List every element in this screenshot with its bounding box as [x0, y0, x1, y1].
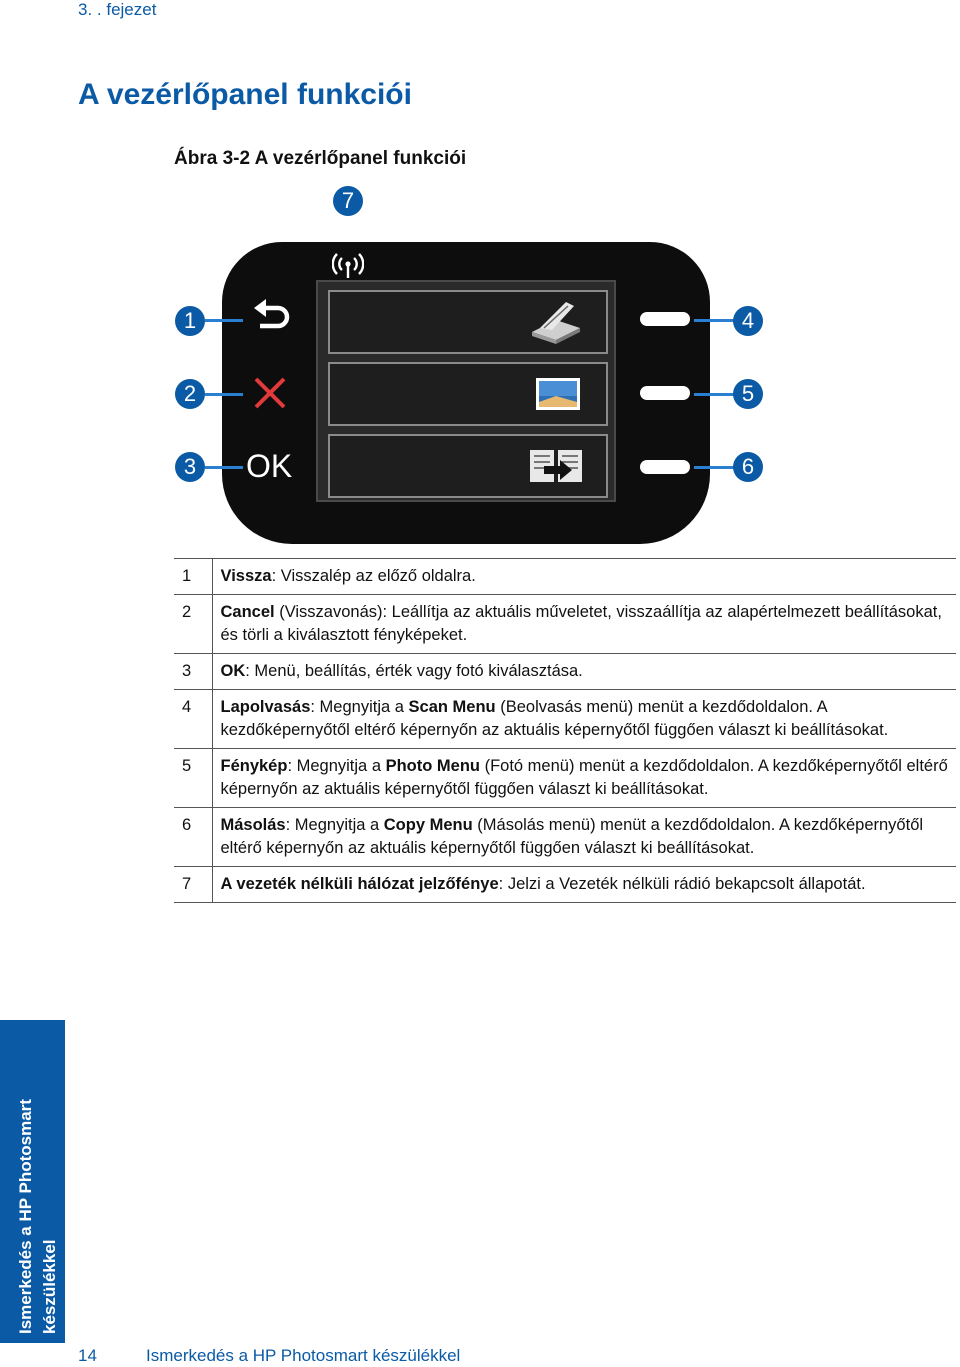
row-number: 3 — [174, 654, 212, 690]
table-row — [174, 559, 956, 595]
callout-6: 6 — [733, 452, 763, 482]
photo-menu-row[interactable] — [328, 362, 608, 426]
row-text: Fénykép: Megnyitja a Photo Menu (Fotó menü) menüt a kezdődoldalon. A kezdőképernyőtől eltérő képernyőn az aktuális képernyőtől függően választ ki beállításokat. — [212, 749, 956, 808]
photo-icon — [526, 370, 586, 418]
table-row — [174, 654, 956, 690]
control-panel-figure — [0, 180, 960, 550]
row-text: Cancel (Visszavonás): Leállítja az aktuális műveletet, visszaállítja az alapértelmezett beállításokat, és törli a kiválasztott fényképeket. — [212, 595, 956, 654]
display-screen — [316, 280, 616, 502]
page-number: 14 — [78, 1346, 97, 1365]
callout-6-leader — [694, 466, 734, 469]
side-tab — [0, 1020, 65, 1343]
scan-select-button[interactable] — [640, 312, 690, 326]
callout-1: 1 — [175, 306, 205, 336]
description-table — [174, 558, 956, 903]
copy-icon — [526, 442, 586, 490]
callout-1-leader — [205, 319, 243, 322]
row-text: Lapolvasás: Megnyitja a Scan Menu (Beolvasás menü) menüt a kezdődoldalon. A kezdőképernyőtől eltérő képernyőn az aktuális képernyőtől függően választ ki beállításokat. — [212, 690, 956, 749]
row-text: Vissza: Visszalép az előző oldalra. — [212, 559, 956, 595]
row-text: OK: Menü, beállítás, érték vagy fotó kiválasztása. — [212, 654, 956, 690]
scanner-icon — [526, 298, 586, 346]
side-tab-line-1: Ismerkedés a HP Photosmart — [16, 1099, 35, 1334]
back-arrow-icon[interactable] — [252, 298, 292, 334]
copy-menu-row[interactable] — [328, 434, 608, 498]
side-tab-text — [14, 1084, 64, 1334]
callout-5-leader — [694, 393, 734, 396]
figure-caption: Ábra 3-2 A vezérlőpanel funkciói — [174, 148, 467, 169]
side-tab-line-2: készülékkel — [40, 1239, 59, 1334]
callout-3: 3 — [175, 452, 205, 482]
row-number: 5 — [174, 749, 212, 808]
callout-2-leader — [205, 393, 243, 396]
callout-5: 5 — [733, 379, 763, 409]
callout-2: 2 — [175, 379, 205, 409]
callout-4-leader — [694, 319, 734, 322]
page-title: A vezérlőpanel funkciói — [78, 78, 412, 111]
table-row — [174, 595, 956, 654]
row-number: 7 — [174, 867, 212, 903]
callout-4: 4 — [733, 306, 763, 336]
row-number: 2 — [174, 595, 212, 654]
callout-3-leader — [205, 466, 243, 469]
copy-select-button[interactable] — [640, 460, 690, 474]
scan-menu-row[interactable] — [328, 290, 608, 354]
callout-7: 7 — [333, 186, 363, 216]
cancel-x-icon[interactable] — [253, 376, 287, 410]
table-row — [174, 749, 956, 808]
chapter-header: 3. . fejezet — [78, 0, 157, 19]
row-number: 1 — [174, 559, 212, 595]
ok-button[interactable]: OK — [246, 448, 293, 484]
wireless-icon — [332, 252, 364, 280]
footer-text: Ismerkedés a HP Photosmart készülékkel — [146, 1346, 461, 1365]
row-number: 6 — [174, 808, 212, 867]
row-number: 4 — [174, 690, 212, 749]
photo-select-button[interactable] — [640, 386, 690, 400]
row-text: A vezeték nélküli hálózat jelzőfénye: Jelzi a Vezeték nélküli rádió bekapcsolt állapotát. — [212, 867, 956, 903]
table-row — [174, 867, 956, 903]
table-row — [174, 690, 956, 749]
table-row — [174, 808, 956, 867]
row-text: Másolás: Megnyitja a Copy Menu (Másolás menü) menüt a kezdődoldalon. A kezdőképernyőtől eltérő képernyőn az aktuális képernyőtől függően választ ki beállításokat. — [212, 808, 956, 867]
